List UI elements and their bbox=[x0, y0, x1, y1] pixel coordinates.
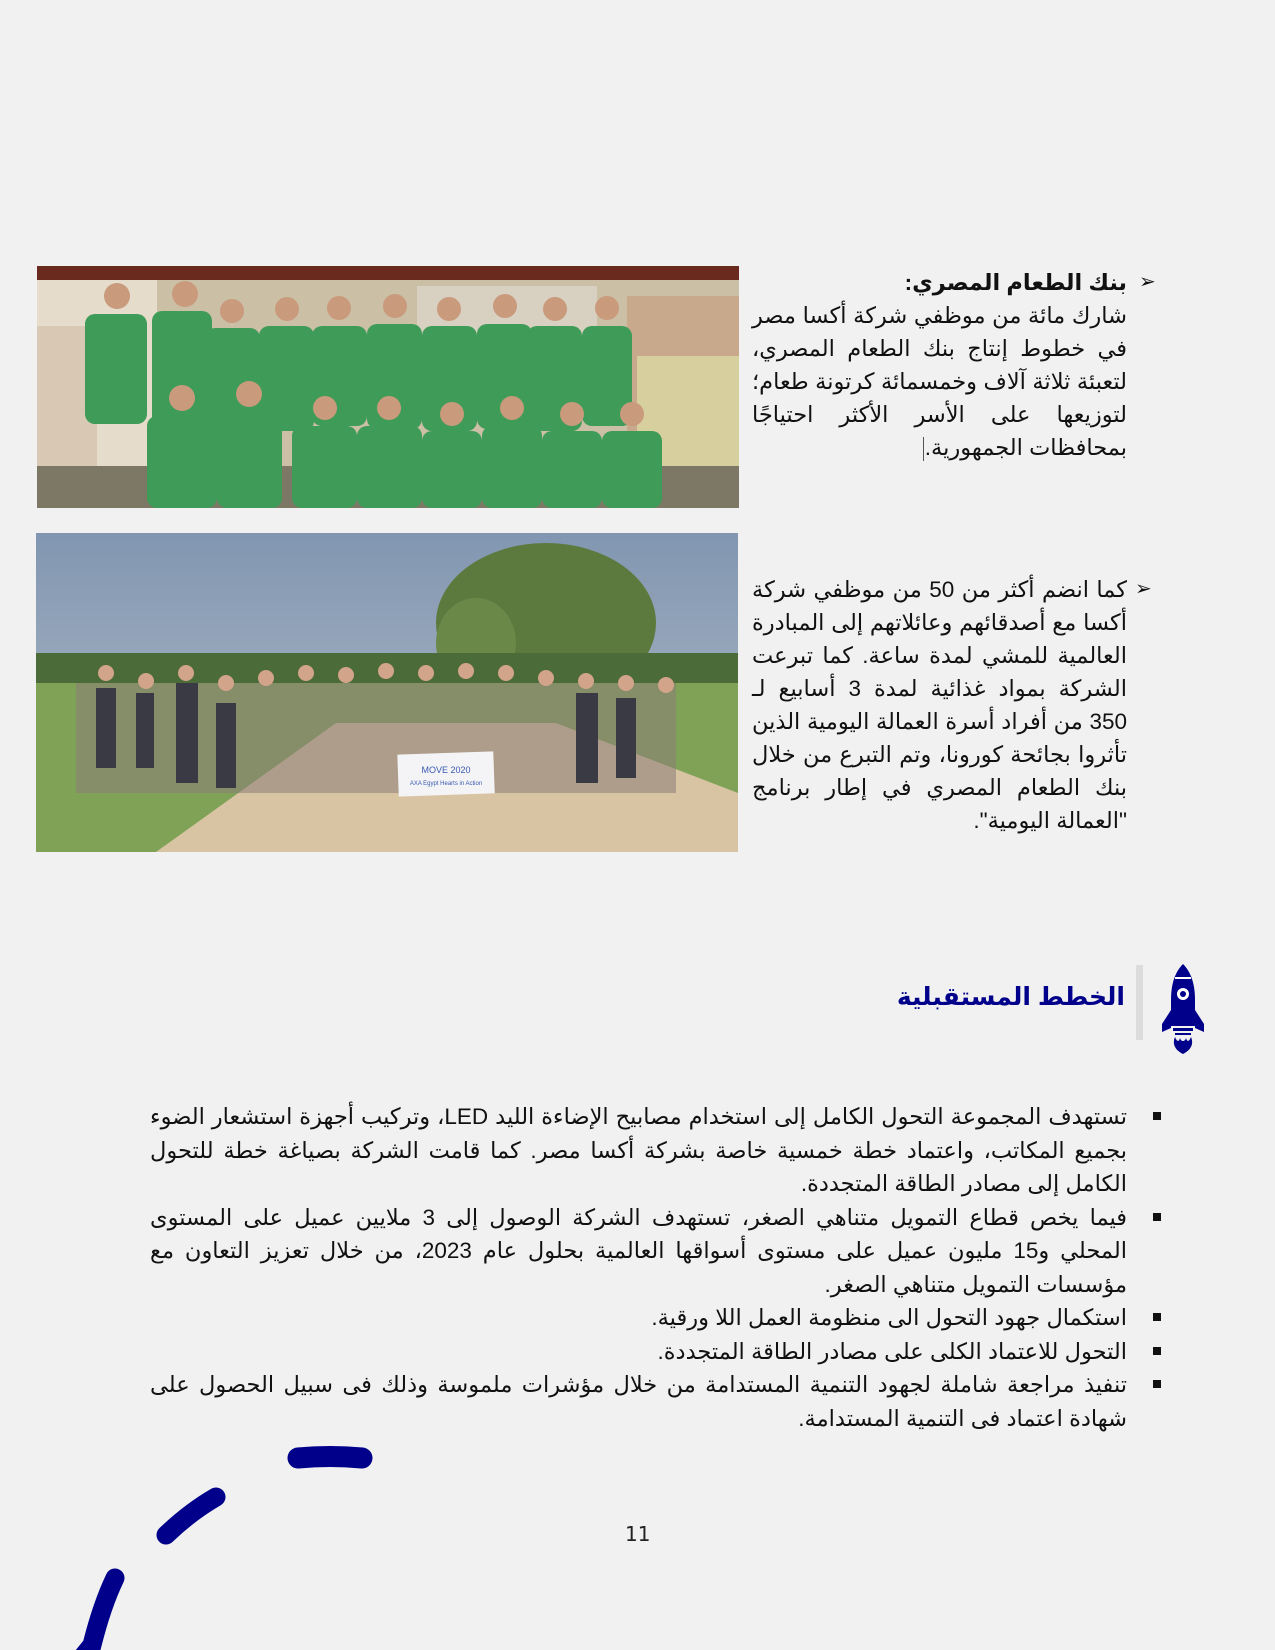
future-plans-list bbox=[150, 1100, 1127, 1435]
square-bullet-icon bbox=[1153, 1380, 1161, 1388]
list-item: التحول للاعتماد الكلى على مصادر الطاقة المتجددة. bbox=[150, 1335, 1127, 1369]
svg-text:AXA Egypt Hearts in Action: AXA Egypt Hearts in Action bbox=[409, 781, 483, 787]
list-item: فيما يخص قطاع التمويل متناهي الصغر، تستهدف الشركة الوصول إلى 3 ملايين عميل على المستوى المحلي و15 مليون عميل على مستوى أسواقها العالمية بحلول عام 2023، من خلال تعزيز التعاون مع مؤسسات التمويل متناهي الصغر. bbox=[150, 1201, 1127, 1302]
food-bank-body: شارك مائة من موظفي شركة أكسا مصر في خطوط إنتاج بنك الطعام المصري، لتعبئة ثلاثة آلاف وخمسمائة كرتونة طعام؛ لتوزيعها على الأسر الأكثر احتياجًا بمحافظات الجمهورية. bbox=[752, 303, 1127, 460]
decorative-dashed-arc bbox=[0, 1420, 400, 1650]
heading-divider bbox=[1136, 965, 1143, 1040]
food-bank-title: بنك الطعام المصري: bbox=[904, 270, 1127, 295]
square-bullet-icon bbox=[1153, 1112, 1161, 1120]
section-title: الخطط المستقبلية bbox=[896, 983, 1125, 1011]
arc-dash bbox=[80, 1578, 115, 1650]
square-bullet-icon bbox=[1153, 1213, 1161, 1221]
text-cursor bbox=[923, 437, 924, 461]
list-item: تستهدف المجموعة التحول الكامل إلى استخدام مصابيح الإضاءة الليد LED، وتركيب أجهزة استشعار الضوء بجميع المكاتب، واعتماد خطة خمسية خاصة بشركة أكسا مصر. كما قامت الشركة بصياغة خطة للتحول الكامل إلى مصادر الطاقة المتجددة. bbox=[150, 1100, 1127, 1201]
walking-initiative-group-photo bbox=[36, 533, 738, 852]
rocket-icon bbox=[1160, 962, 1206, 1056]
walking-initiative-paragraph bbox=[752, 573, 1127, 837]
arrow-bullet-icon: ➢ bbox=[1139, 271, 1156, 293]
food-bank-volunteers-photo bbox=[37, 266, 739, 508]
arc-dash bbox=[298, 1457, 362, 1459]
page-number: 11 bbox=[625, 1522, 651, 1546]
walking-initiative-body: كما انضم أكثر من 50 من موظفي شركة أكسا مع أصدقائهم وعائلاتهم إلى المبادرة العالمية للمشي لمدة ساعة. كما تبرعت الشركة بمواد غذائية لمدة 3 أسابيع لـ 350 من أفراد أسرة العمالة اليومية الذين تأثروا بجائحة كورونا، وتم التبرع من خلال بنك الطعام المصري في إطار برنامج "العمالة اليومية". bbox=[752, 577, 1127, 833]
arc-dash bbox=[166, 1497, 216, 1535]
list-item: استكمال جهود التحول الى منظومة العمل اللا ورقية. bbox=[150, 1301, 1127, 1335]
food-bank-paragraph bbox=[752, 266, 1127, 464]
square-bullet-icon bbox=[1153, 1313, 1161, 1321]
svg-text:MOVE 2020: MOVE 2020 bbox=[421, 765, 471, 775]
arrow-bullet-icon: ➢ bbox=[1135, 578, 1152, 600]
square-bullet-icon bbox=[1153, 1347, 1161, 1355]
list-item: تنفيذ مراجعة شاملة لجهود التنمية المستدامة من خلال مؤشرات ملموسة وذلك فى سبيل الحصول على شهادة اعتماد فى التنمية المستدامة. bbox=[150, 1368, 1127, 1435]
